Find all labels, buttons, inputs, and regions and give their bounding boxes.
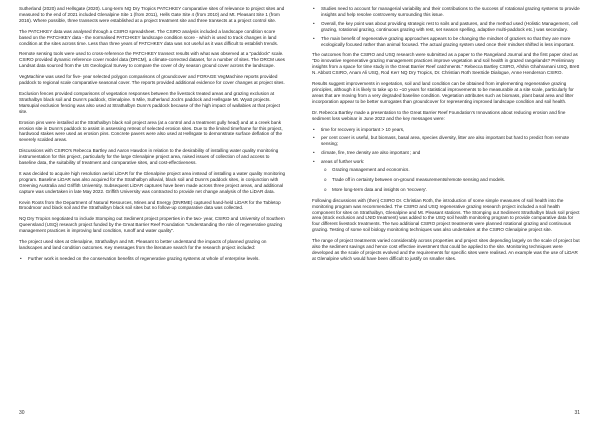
body-paragraph: The outcomes from the CSIRO and USQ research were submitted as a paper to the Rangeland Journal and the first paper cited as "Do innovative regenerative grazing management practices improve vegetation and soil health in grazed rangelands? Preliminary insights from a space for time study in the Great Barrier Reef catchments." Rebecca Bartley CSIRO, Afshin Ghahramani USQ, Brett N. Abbott CSIRO, Anam Ali USQ, Rod Kerr NQ Dry Tropics, Dr. Christian Roth SeeSide Dialogue, Anne Henderson CSIRO. xyxy=(312,52,580,76)
bullet-list xyxy=(312,127,580,193)
body-paragraph: Following discussions with (then) CSIRO Dr. Christian Roth, the introduction of some simple measures of soil health into the monitoring program was recommended. The CSIRO and USQ regenerative grazing research project included a soil health component for sites on Strathalbyn, Glenalpine and Mt. Pleasant stations. The Stomping out Sediment Strathalbyn black soil project area (stock exclusion and LNID treatment) was added to the USQ soil health monitoring program to provide comparative data for four different livestock treatments. The two additional CSIRO project treatments were planned rotational grazing and continuous grazing. Testing of some soil biology monitoring techniques was also undertaken at the CSIRO Glenalpine project site. xyxy=(312,197,580,233)
body-paragraph: Results suggest improvements in vegetation, soil and land condition can be obtained from implementing regenerative grazing principles, although it is likely to take up to ~10 years for statistical improvements to be measurable at a site scale, particularly for areas that are moving from a very degraded baseline condition. Vegetation attributes such as biomass, plant basal area and litter incorporation appear to be better surrogates than groundcover for representing improved landscape condition and soil health. xyxy=(312,81,574,104)
list-item: • time for recovery is important > 10 years, xyxy=(321,127,580,133)
body-paragraph: Kevin Roots from the Department of Natural Resources, Mines and Energy (DNRME) captured hand-held LiDAR for the Tabletop Broodmoor and black soil and the Strathalbyn black soil sites but no follow-up comparative data was collected. xyxy=(19,199,281,211)
list-item-label: areas of further work: xyxy=(321,159,365,165)
page-number: 30 xyxy=(19,410,25,416)
sub-list-item: o More long-term data and insights on 'recovery'. xyxy=(332,187,580,193)
list-item: • climate, fire, tree density are also important ; and xyxy=(321,150,580,156)
sub-list-item: o Grazing management and economics. xyxy=(332,167,580,173)
body-paragraph: The project used sites at Glenalpine, Strathalbyn and Mt. Pleasant to better understand the impacts of planned grazing on landscapes and land condition outcomes. Key messages from the literature search for the research project included: xyxy=(19,239,267,250)
list-item: • per cent cover is useful, but biomass, basal area, species diversity, litter are also important but hard to predict from remote sensing; xyxy=(321,135,580,147)
body-paragraph: Dr. Rebecca Bartley made a presentation to the Great Barrier Reef Foundation's Innovations about reducing erosion and fine sediment loss webinar in June 2022 and the key messages were: xyxy=(312,109,566,121)
body-paragraph: The PATCHKEY data was analysed through a CSIRO spreadsheet. The CSIRO analysis included a landscape condition score based on the PATCHKEY data - the normalised PATCHKEY landscape condition score - which is used to track changes in land condition at the sites across time. Less than three years of PATCHKEY data was not useful as it was difficult to establish trends. xyxy=(19,28,279,46)
body-paragraph: NQ Dry Tropics negotiated to include Stomping out Sediment project properties in the two- year, CSIRO and University of Southern Queensland (USQ) research project funded by the Great Barrier Reef Foundation "Understanding the role of regenerative grazing management practices in improving land condition, runoff and water quality". xyxy=(19,216,285,234)
body-paragraph: Exclusion fences provided comparisons of vegetation responses between the livestock treated areas and grazing exclusion at Strathalbyn black soil and Dunn's paddock, Glenalpine. 5 Mile, Sutherland Jock's paddock and Hellsgate Mt. Wyatt projects. Marsupial exclusion fencing was also used at Strathalbyn Dunn's paddock because of the high impact of wallabies at that project site. xyxy=(19,90,281,114)
bullet-list xyxy=(19,256,287,262)
page-number: 31 xyxy=(574,410,580,416)
list-item xyxy=(321,159,580,193)
body-paragraph: The range of project treatments varied considerably across properties and project sites depending largely on the scale of project but also the sediment savings and hence cost effective investment that could be applied to the site. Monitoring techniques were developed as the scale of projects evolved and the requirements for specific sites were realised. An example was the use of LiDAR at Glenalpine which would have been difficult to justify on smaller sites. xyxy=(312,238,580,261)
list-item: • Further work is needed on the conservation benefits of regenerative grazing systems at whole of enterprise levels. xyxy=(28,256,287,262)
bullet-list xyxy=(312,6,580,47)
body-paragraph: Erosion pins were installed at the Strathalbyn black soil project area (at a control and a treatment gully head) and at a creek bank erosion site in Dunn's paddock to assist in assessing retreat of selected erosion sites. Due to the limited timeframe for this project, hardwood stakes were used as erosion pins. Concrete pavers were also used at Hellsgate to demonstrate surface deflation of the severely scalded areas. xyxy=(19,119,283,143)
sub-bullet-list xyxy=(321,167,580,193)
list-item: • The main benefit of regenerative grazing approaches appears to be changing the mindset of graziers so that they are more ecologically focused rather than animal focused. The actual grazing system used once their mindset shifted is less important. xyxy=(321,36,580,48)
body-paragraph: It was decided to acquire high resolution aerial LiDAR for the Glenalpine project area instead of installing a water quality monitoring program. Baseline LiDAR was also acquired for the Strathalbyn alluvial, black soil and Dunn's paddock sites, in conjunction with Greening Australia and Griffith University. Subsequent LiDAR captures have been made across three project areas, and additional capture was undertaken in late May 2022. Griffith University was contracted to provide net change analysis of the LiDAR data. xyxy=(19,170,286,194)
body-paragraph: Remote sensing tools were used to cross-reference the PATCHKEY transect results with what was observed at a "paddock" scale. CSIRO provided dynamic reference cover model data (DRCM), a climate-corrected dataset, for a number of sites. The DRCM uses Landsat data sourced from the US Geological Survey to compare the cover of dry season ground cover across the landscape. xyxy=(19,51,285,69)
page-right xyxy=(300,0,600,424)
sub-list-item: o Trade off in certainty between on-ground measurements/remote sensing and models. xyxy=(332,177,580,183)
body-paragraph: Discussions with CSIRO's Rebecca Bartley and Aaron Hawdon in relation to the desirability of installing water quality monitoring instrumentation for this project, particularly for the large Glenalpine project area, raised issues of collection of and access to baseline data, the suitability of treatment and comparative sites, and cost-effectiveness. xyxy=(19,148,279,166)
list-item: • Studies need to account for managerial variability and their contributions to the success of rotational grazing systems to provide insights and help resolve controversy surrounding this issue. xyxy=(321,6,580,18)
list-item: • Overall, the key point was about providing strategic rest to soils and pastures, and the method used (Holistic Management, cell grazing, rotational grazing, continuous grazing with rest, set season spelling, adaptive multi-paddock etc.) was secondary. xyxy=(321,21,580,33)
body-paragraph: VegMachine was used for five- year selected polygon comparisons of groundcover and FORAGE VegMachine reports provided paddock to regional scale comparative seasonal cover. The reports provided additional evidence for cover changes at project sites. xyxy=(19,74,285,86)
body-paragraph: Sutherland (2020) and Hellsgate (2020). Long-term NQ Dry Tropics PATCHKEY comparative sites of relevance to project sites and measured to the end of 2021 included Glenalpine Site 1 (from 2011), Hells Gate Site 4 (from 2010) and Mt. Pleasant Site 1 (from 2016). Where possible, three transects were established at a project treatment site and three transects at a project control site. xyxy=(19,6,285,23)
